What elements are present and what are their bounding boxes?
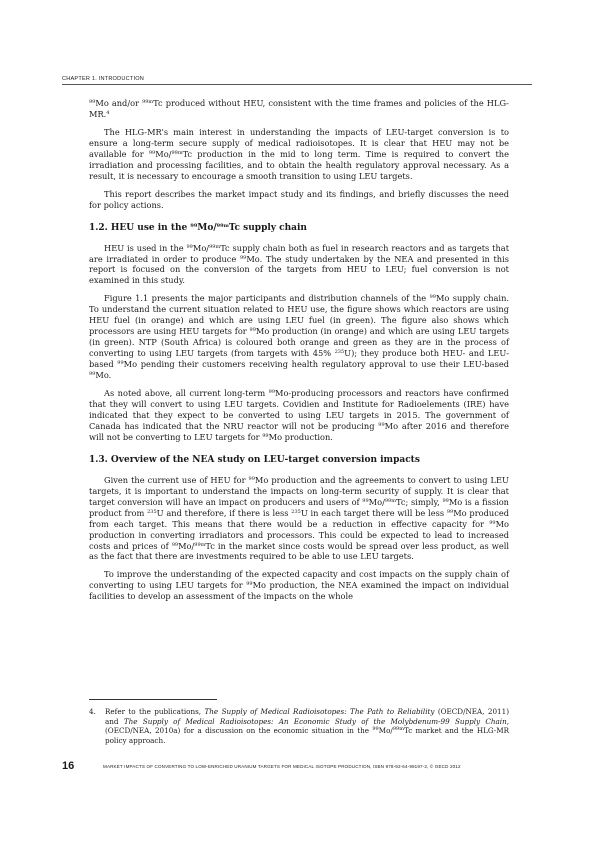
footnote-4: [89, 707, 509, 746]
section-heading-1-3: 1.3. Overview of the NEA study on LEU-target conversion impacts: [89, 454, 420, 465]
reference-title: The Supply of Medical Radioisotopes: An Economic Study of the Molybdenum-99 Supply Chain,: [123, 716, 509, 726]
reference-title: The Supply of Medical Radioisotopes: The Path to Reliability: [204, 707, 435, 716]
footnote-reference[interactable]: 4: [106, 109, 110, 116]
paragraph: As noted above, all current long-term $^{99}$Mo-producing processors and reactors have confirmed that they will convert to using LEU targets. Covidien and Institute for Radioelements (IRE) have indicated that they expect to be converted to using LEU targets in 2015. The government of Canada has indicated that the NRU reactor will not be producing $^{99}$Mo after 2016 and therefore will not be converting to LEU targets for $^{99}$Mo production.: [89, 388, 509, 442]
header-divider: [62, 84, 532, 85]
footnote-divider: [89, 699, 217, 700]
page-body: [89, 98, 509, 609]
footnote-text: Refer to the publications, The Supply of Medical Radioisotopes: The Path to Reliability (OECD/NEA, 2011) and The Supply of Medical Radioisotopes: An Economic Study of the Molybdenum-99 Supply Chain, (OECD/NEA, 2010a) for a discussion on the economic situation in the $^{99}$Mo/$^{99m}$Tc market and the HLG-MR policy approach.: [105, 707, 510, 746]
running-footer: MARKET IMPACTS OF CONVERTING TO LOW-ENRICHED URANIUM TARGETS FOR MEDICAL ISOTOPE PRODUCTION, ISBN 978-92-64-99197-2, © OECD 2012: [103, 764, 461, 769]
section-heading-1-2: 1.2. HEU use in the $^{99}$Mo/$^{99m}$Tc supply chain: [89, 222, 307, 233]
paragraph: This report describes the market impact study and its findings, and briefly discusses the need for policy actions.: [89, 188, 509, 210]
page-number: 16: [62, 760, 75, 772]
paragraph-continuation: $^{99}$Mo and/or $^{99m}$Tc produced without HEU, consistent with the time frames and policies of the HLG-MR.$^4$: [89, 98, 509, 119]
paragraph: HEU is used in the $^{99}$Mo/$^{99m}$Tc supply chain both as fuel in research reactors and as targets that are irradiated in order to produce $^{99}$Mo. The study undertaken by the NEA and presented in this report is focused on the conversion of the targets from HEU to LEU; fuel conversion is not examined in this study.: [89, 242, 510, 286]
paragraph: To improve the understanding of the expected capacity and cost impacts on the supply chain of converting to using LEU targets for $^{99}$Mo production, the NEA examined the impact on individual facilities to develop an assessment of the impacts on the whole: [89, 569, 509, 602]
running-header: CHAPTER 1. INTRODUCTION: [62, 76, 144, 82]
paragraph: Given the current use of HEU for $^{99}$Mo production and the agreements to convert to using LEU targets, it is important to understand the impacts on long-term security of supply. It is clear that target conversion will have an impact on producers and users of $^{99}$Mo/$^{99m}$Tc; simply, $^{99}$Mo is a fission product from $^{235}$U and therefore, if there is less $^{235}$U in each target there will be less $^{99}$Mo produced from each target. This means that there would be a reduction in effective capacity for $^{99}$Mo production in converting irradiators and processors. This could be expected to lead to increased costs and prices of $^{99}$Mo/$^{99m}$Tc in the market since costs would be spread over less product, as well as the fact that there are investments required to be able to use LEU targets.: [89, 474, 510, 562]
paragraph: Figure 1.1 presents the major participants and distribution channels of the $^{99}$Mo supply chain. To understand the current situation related to HEU use, the figure shows which reactors are using HEU fuel (in orange) and which are using LEU fuel (in green). The figure also shows which processors are using HEU targets for $^{99}$Mo production (in orange) and which are using LEU targets (in green). NTP (South Africa) is coloured both orange and green as they are in the process of converting to using LEU targets (from targets with 45% $^{235}$U); they produce both HEU- and LEU-based $^{99}$Mo pending their customers receiving health regulatory approval to use their LEU-based $^{99}$Mo.: [89, 293, 509, 381]
footnote-number: 4.: [89, 707, 96, 716]
paragraph: The HLG-MR’s main interest in understanding the impacts of LEU-target conversion is to ensure a long-term secure supply of medical radioisotopes. It is clear that HEU may not be available for $^{99}$Mo/$^{99m}$Tc production in the mid to long term. Time is required to convert the irradiation and processing facilities, and to obtain the health regulatory approval necessary. As a result, it is necessary to encourage a smooth transition to using LEU targets.: [89, 126, 509, 181]
